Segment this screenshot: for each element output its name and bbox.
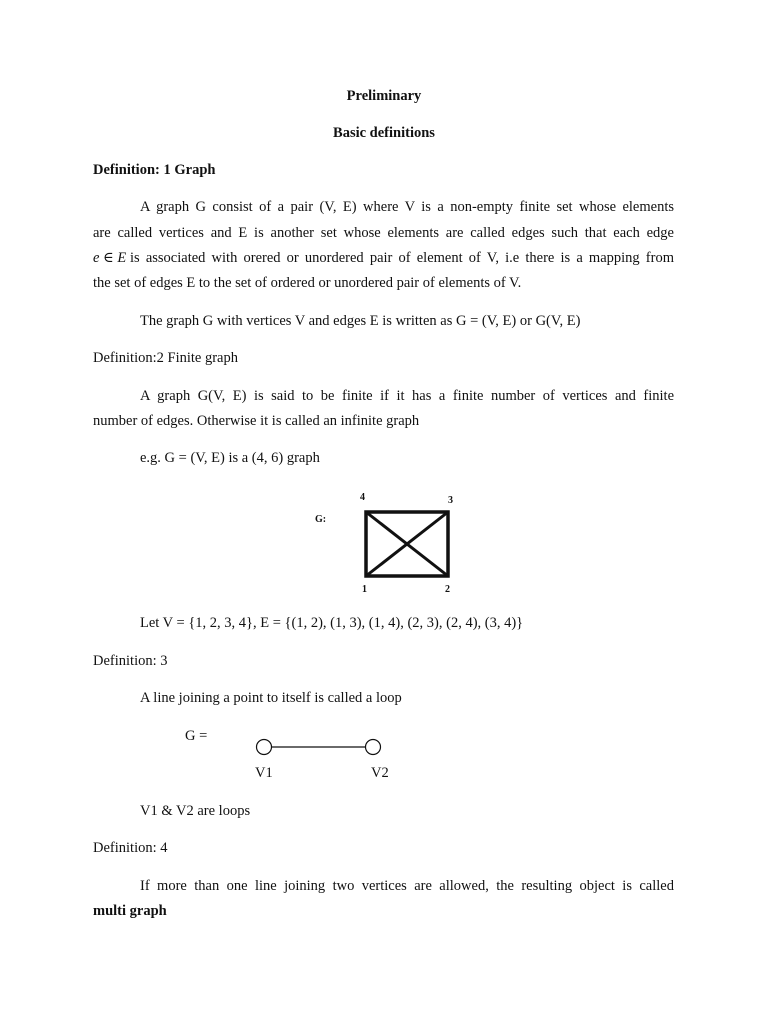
def4-term: multi graph — [93, 903, 167, 919]
def1-line-1: A graph G consist of a pair (V, E) where V is a non-empty finite set whose elements — [140, 199, 674, 215]
def1-notation: The graph G with vertices V and edges E is written as G = (V, E) or G(V, E) — [140, 313, 581, 329]
def2-title: Definition:2 Finite graph — [93, 350, 238, 366]
loop-graph-label: G = — [185, 728, 208, 744]
math-symbol: e ∈ E — [93, 250, 127, 266]
def3-note: V1 & V2 are loops — [140, 803, 251, 819]
def2-sets: Let V = {1, 2, 3, 4}, E = {(1, 2), (1, 3), (1, 4), (2, 3), (2, 4), (3, 4)} — [140, 615, 524, 631]
def3-text: A line joining a point to itself is called a loop — [140, 690, 402, 706]
def1-line-4: the set of edges E to the set of ordered or unordered pair of elements of V. — [93, 275, 522, 291]
vertex-v2-label: V2 — [371, 765, 389, 781]
vertex-label-3: 3 — [448, 495, 453, 506]
def2-example: e.g. G = (V, E) is a (4, 6) graph — [140, 450, 320, 466]
def1-line-2: are called vertices and E is another set whose elements are called edges such that each edge — [93, 225, 674, 241]
def1-line-3: is associated with orered or unordered pair of element of V, i.e there is a mapping from — [130, 250, 674, 266]
subheading: Basic definitions — [333, 125, 435, 141]
graph-label: G: — [315, 514, 327, 525]
def1-title: Definition: 1 Graph — [93, 162, 216, 178]
def3-title: Definition: 3 — [93, 653, 168, 669]
vertex-v1-circle — [257, 740, 272, 755]
vertex-label-2: 2 — [445, 584, 450, 595]
def2-line-1: A graph G(V, E) is said to be finite if it has a finite number of vertices and finite — [140, 388, 674, 404]
def4-title: Definition: 4 — [93, 840, 168, 856]
def2-line-2: number of edges. Otherwise it is called an infinite graph — [93, 413, 420, 429]
heading: Preliminary — [346, 88, 422, 104]
vertex-v1-label: V1 — [255, 765, 273, 781]
vertex-v2-circle — [366, 740, 381, 755]
vertex-label-4: 4 — [360, 492, 365, 503]
def4-line-1: If more than one line joining two vertices are allowed, the resulting object is called — [140, 878, 674, 894]
vertex-label-1: 1 — [362, 584, 367, 595]
